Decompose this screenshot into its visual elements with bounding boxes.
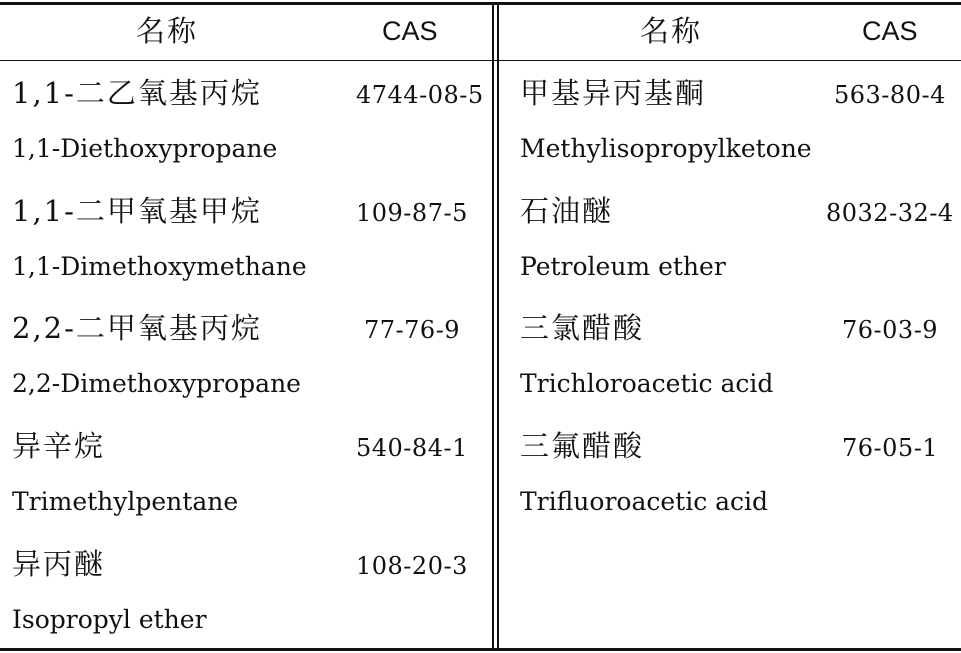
row-chinese-name: 三氯醋酸	[520, 311, 645, 345]
column-divider	[497, 2, 499, 651]
row-chinese-name: 异丙醚	[12, 547, 106, 581]
header-left-name: 名称	[136, 14, 199, 48]
table-top-rule	[0, 2, 961, 5]
row-cas: 76-03-9	[842, 316, 939, 344]
header-right-name: 名称	[640, 14, 703, 48]
row-english-name: 1,1-Dimethoxymethane	[12, 252, 307, 281]
row-cas: 76-05-1	[842, 434, 939, 462]
row-cas: 108-20-3	[356, 552, 468, 580]
header-rule	[0, 60, 961, 61]
header-left-cas: CAS	[382, 16, 438, 46]
header-right-cas: CAS	[862, 16, 918, 46]
row-chinese-name: 三氟醋酸	[520, 429, 645, 463]
row-cas: 4744-08-5	[356, 81, 484, 109]
row-english-name: Trimethylpentane	[12, 487, 239, 516]
row-chinese-name: 2,2-二甲氧基丙烷	[12, 311, 262, 345]
row-english-name: Isopropyl ether	[12, 605, 207, 634]
row-cas: 77-76-9	[364, 316, 461, 344]
row-english-name: Trichloroacetic acid	[520, 369, 774, 398]
row-chinese-name: 异辛烷	[12, 429, 106, 463]
row-chinese-name: 1,1-二甲氧基甲烷	[12, 194, 262, 228]
row-english-name: Petroleum ether	[520, 252, 726, 281]
row-english-name: Methylisopropylketone	[520, 134, 812, 163]
row-cas: 109-87-5	[356, 199, 468, 227]
row-english-name: Trifluoroacetic acid	[520, 487, 769, 516]
row-cas: 8032-32-4	[826, 199, 954, 227]
row-chinese-name: 1,1-二乙氧基丙烷	[12, 76, 262, 110]
row-english-name: 2,2-Dimethoxypropane	[12, 369, 301, 398]
row-chinese-name: 石油醚	[520, 194, 614, 228]
row-cas: 540-84-1	[356, 434, 468, 462]
table-bottom-rule	[0, 648, 961, 651]
row-cas: 563-80-4	[834, 81, 946, 109]
column-divider	[492, 2, 494, 651]
row-chinese-name: 甲基异丙基酮	[520, 76, 707, 110]
row-english-name: 1,1-Diethoxypropane	[12, 134, 278, 163]
